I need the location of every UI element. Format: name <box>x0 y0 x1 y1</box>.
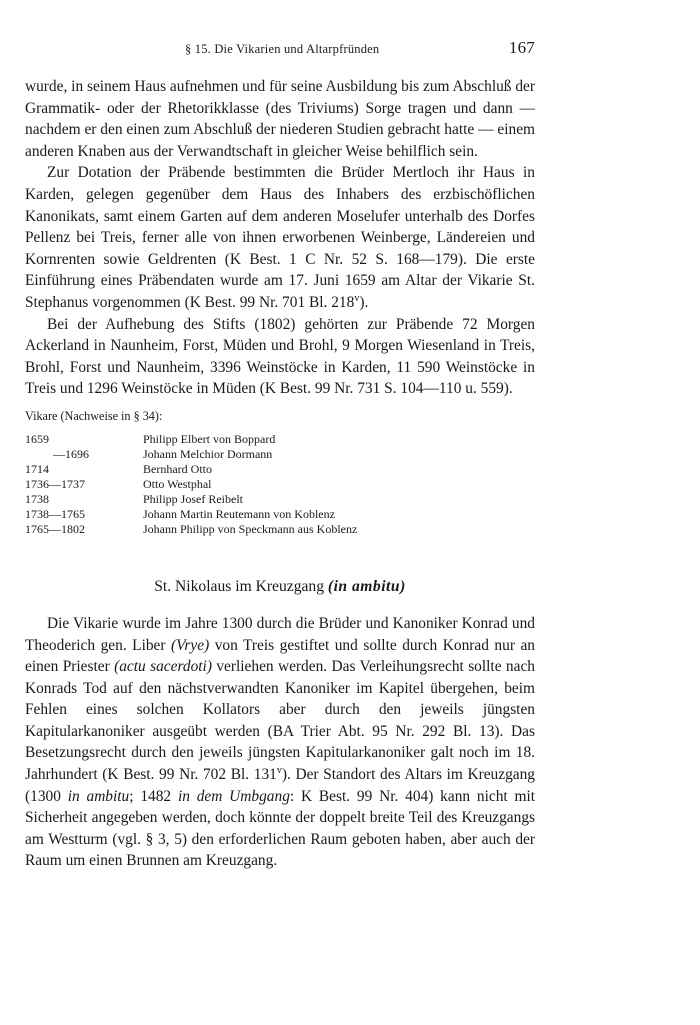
running-head-title: § 15. Die Vikarien und Altarpfründen <box>185 42 380 56</box>
vicars-list-label: Vikare (Nachweise in § 34): <box>25 408 163 423</box>
vicar-years: 1765—1802 <box>25 521 85 536</box>
vicar-years: 1738—1765 <box>25 506 85 521</box>
nikolaus-text-1: Die Vikarie wurde im Jahre 1300 durch die Brüder und Kanoniker Konrad und Theoderich gen. Liber <box>25 614 535 654</box>
vicar-years: 1714 <box>25 461 49 476</box>
vicars-table <box>25 432 357 537</box>
nikolaus-text <box>25 613 535 872</box>
paragraph-aufhebung: Bei der Aufhebung des Stifts (1802) gehörten zur Präbende 72 Morgen Ackerland in Naunheim, Forst, Müden und Brohl, 9 Morgen Wiesenland in Treis, Brohl, Forst und Naunheim, 3396 Weinstöcke in Karden, 11 590 Weinstöcke in Treis und 1296 Weinstöcke in Müden (K Best. 99 Nr. 731 S. 104—110 u. 559). <box>25 315 535 398</box>
nikolaus-italic-umbgang: in dem Umbgang <box>177 787 290 805</box>
verso-mark: v <box>354 292 360 304</box>
section-heading <box>25 577 535 597</box>
vicar-row <box>25 432 357 447</box>
vicar-name: Johann Melchior Dormann <box>143 446 273 461</box>
section-heading-latin: (in ambitu) <box>327 577 406 595</box>
vicar-name: Bernhard Otto <box>143 461 212 476</box>
vicar-row <box>25 462 357 477</box>
verso-mark: v <box>276 764 282 776</box>
main-text <box>25 76 535 400</box>
vicar-name: Otto Westphal <box>143 476 212 491</box>
vicar-years: 1736—1737 <box>25 476 85 491</box>
nikolaus-text-3: verliehen werden. Das Verleihungsrecht sollte nach Konrads Tod auf den nächstverwandten Kanoniker im Kapitel übergehen, beim Fehlen eines solchen Kollators aber durch den jeweils jüngsten Kapitularkanoniker ausgeübt werden (BA Trier Abt. 95 Nr. 292 Bl. 13). Das Besetzungsrecht durch den jeweils jüngsten Kapitularkanoniker galt noch im 18. Jahrhundert (K Best. 99 Nr. 702 Bl. 131 <box>25 658 535 784</box>
vicar-name: Philipp Josef Reibelt <box>143 491 243 506</box>
vicar-years: 1738 <box>25 491 49 506</box>
nikolaus-text-5: ; 1482 <box>129 787 178 805</box>
vicar-years: 1659 <box>25 431 49 446</box>
vicar-name: Johann Philipp von Speckmann aus Koblenz <box>143 521 358 536</box>
dotation-text-end: ). <box>359 293 369 311</box>
vicar-name: Philipp Elbert von Boppard <box>143 431 276 446</box>
nikolaus-text-6: : K Best. 99 Nr. 404) kann nicht mit Sicherheit angegeben werden, doch könnte der doppelt breite Teil des Kreuzgangs am Westturm (vgl. § 3, 5) den erforderlichen Raum geboten haben, aber auch der Raum um einen Brunnen am Kreuzgang. <box>25 787 536 870</box>
vicar-row <box>25 477 357 492</box>
running-head <box>25 38 535 60</box>
nikolaus-italic-sacerdoti: (actu sacerdoti) <box>114 658 212 676</box>
nikolaus-text-2: von Treis gestiftet und sollte durch Konrad nur an einen Priester <box>25 636 535 676</box>
paragraph-nikolaus <box>25 613 535 872</box>
paragraph-dotation <box>25 162 535 313</box>
nikolaus-italic-vrye: (Vrye) <box>171 636 210 654</box>
dotation-text: Zur Dotation der Präbende bestimmten die Brüder Mertloch ihr Haus in Karden, gelegen gegenüber dem Haus des Inhabers des erzbischöflichen Kanonikats, samt einem Garten auf dem anderen Moselufer unterhalb des Dorfes Pellenz bei Treis, ferner alle von ihnen erworbenen Weinberge, Ländereien und Kornrenten sowie Geldrenten (K Best. 1 C Nr. 52 S. 168—179). Die erste Einführung eines Präbendaten wurde am 17. Juni 1659 am Altar der Vikarie St. Stephanus vorgenommen (K Best. 99 Nr. 701 Bl. 218 <box>25 164 535 311</box>
nikolaus-italic-ambitu: in ambitu <box>67 787 130 805</box>
nikolaus-text-4: ). Der Standort des Altars im Kreuzgang (1300 <box>25 766 536 805</box>
vicar-row <box>25 507 357 522</box>
vicar-row <box>25 492 357 507</box>
vicar-row <box>25 522 357 537</box>
page-number: 167 <box>508 38 535 57</box>
section-heading-text: St. Nikolaus im Kreuzgang <box>154 577 328 595</box>
paragraph-continuation: wurde, in seinem Haus aufnehmen und für seine Ausbildung bis zum Abschluß der Grammatik- oder der Rhetorikklasse (des Triviums) Sorge tragen und dann — nachdem er den einen zum Abschluß der niederen Studien gebracht hatte — einem anderen Knaben aus der Verwandtschaft in gleicher Weise behilflich sein. <box>25 78 535 160</box>
vicar-years: —1696 <box>53 446 89 461</box>
vicar-name: Johann Martin Reutemann von Koblenz <box>143 506 335 521</box>
book-page <box>25 38 535 872</box>
vicar-row <box>25 447 357 462</box>
